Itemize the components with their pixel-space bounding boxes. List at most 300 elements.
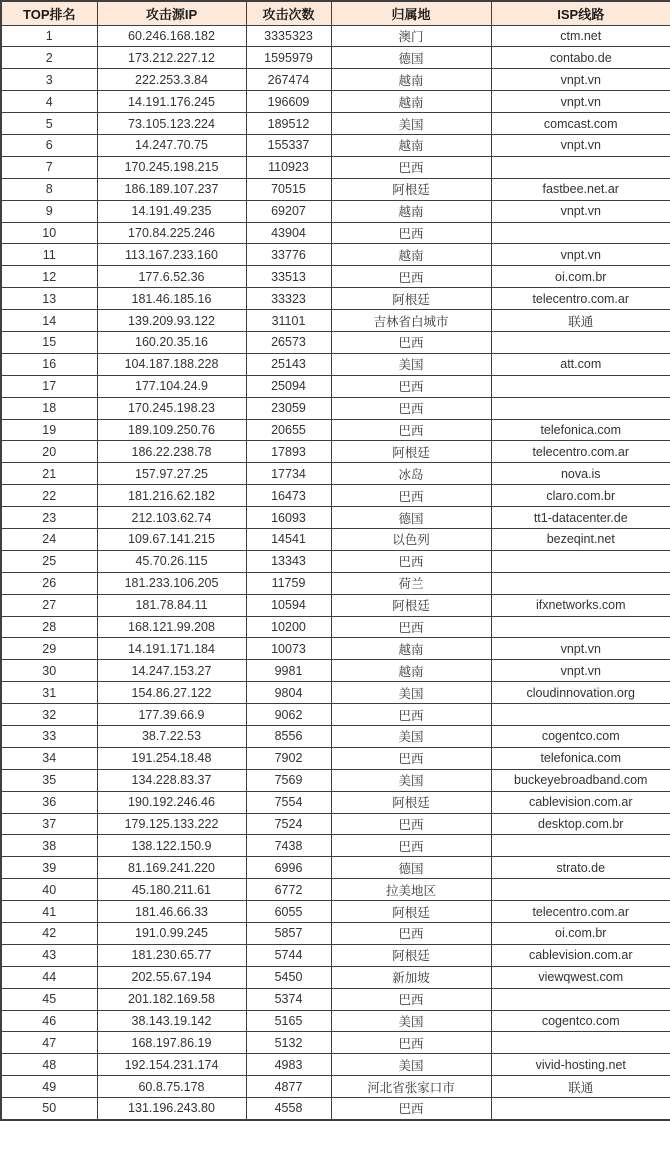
cell-location: 巴西 xyxy=(331,485,491,507)
cell-location: 巴西 xyxy=(331,331,491,353)
cell-ip: 45.70.26.115 xyxy=(97,550,246,572)
cell-ip: 134.228.83.37 xyxy=(97,769,246,791)
column-header-ip: 攻击源IP xyxy=(97,1,246,25)
cell-count: 9981 xyxy=(246,660,331,682)
cell-count: 267474 xyxy=(246,69,331,91)
table-row xyxy=(1,69,670,91)
cell-isp xyxy=(491,375,670,397)
cell-rank: 27 xyxy=(1,594,97,616)
table-row xyxy=(1,791,670,813)
cell-isp: oi.com.br xyxy=(491,923,670,945)
cell-location: 巴西 xyxy=(331,747,491,769)
cell-ip: 189.109.250.76 xyxy=(97,419,246,441)
cell-rank: 48 xyxy=(1,1054,97,1076)
header-row xyxy=(1,1,670,25)
column-header-isp: ISP线路 xyxy=(491,1,670,25)
cell-ip: 14.191.49.235 xyxy=(97,200,246,222)
cell-rank: 25 xyxy=(1,550,97,572)
cell-location: 德国 xyxy=(331,47,491,69)
cell-count: 33323 xyxy=(246,288,331,310)
cell-rank: 37 xyxy=(1,813,97,835)
table-row xyxy=(1,375,670,397)
cell-isp xyxy=(491,331,670,353)
cell-count: 3335323 xyxy=(246,25,331,47)
cell-ip: 160.20.35.16 xyxy=(97,331,246,353)
cell-location: 阿根廷 xyxy=(331,594,491,616)
cell-isp: comcast.com xyxy=(491,113,670,135)
cell-ip: 179.125.133.222 xyxy=(97,813,246,835)
cell-count: 10200 xyxy=(246,616,331,638)
cell-location: 巴西 xyxy=(331,704,491,726)
cell-ip: 73.105.123.224 xyxy=(97,113,246,135)
cell-ip: 109.67.141.215 xyxy=(97,528,246,550)
cell-location: 拉美地区 xyxy=(331,879,491,901)
cell-rank: 15 xyxy=(1,331,97,353)
cell-location: 阿根廷 xyxy=(331,791,491,813)
cell-rank: 9 xyxy=(1,200,97,222)
cell-ip: 138.122.150.9 xyxy=(97,835,246,857)
cell-ip: 173.212.227.12 xyxy=(97,47,246,69)
cell-isp: nova.is xyxy=(491,463,670,485)
table-row xyxy=(1,266,670,288)
cell-rank: 47 xyxy=(1,1032,97,1054)
cell-rank: 34 xyxy=(1,747,97,769)
cell-rank: 43 xyxy=(1,944,97,966)
cell-count: 10073 xyxy=(246,638,331,660)
cell-location: 河北省张家口市 xyxy=(331,1076,491,1098)
cell-ip: 139.209.93.122 xyxy=(97,310,246,332)
cell-location: 以色列 xyxy=(331,528,491,550)
cell-count: 23059 xyxy=(246,397,331,419)
cell-rank: 20 xyxy=(1,441,97,463)
cell-rank: 32 xyxy=(1,704,97,726)
cell-isp xyxy=(491,1098,670,1120)
cell-isp: vnpt.vn xyxy=(491,200,670,222)
table-row xyxy=(1,222,670,244)
cell-rank: 12 xyxy=(1,266,97,288)
table-row xyxy=(1,113,670,135)
cell-count: 6772 xyxy=(246,879,331,901)
cell-isp: oi.com.br xyxy=(491,266,670,288)
cell-location: 巴西 xyxy=(331,419,491,441)
cell-location: 越南 xyxy=(331,244,491,266)
cell-rank: 42 xyxy=(1,923,97,945)
cell-isp: ctm.net xyxy=(491,25,670,47)
cell-location: 越南 xyxy=(331,200,491,222)
cell-isp xyxy=(491,835,670,857)
cell-count: 196609 xyxy=(246,91,331,113)
cell-rank: 38 xyxy=(1,835,97,857)
table-row xyxy=(1,944,670,966)
cell-isp: contabo.de xyxy=(491,47,670,69)
cell-isp: att.com xyxy=(491,353,670,375)
cell-count: 17734 xyxy=(246,463,331,485)
cell-ip: 14.191.171.184 xyxy=(97,638,246,660)
cell-rank: 19 xyxy=(1,419,97,441)
cell-location: 美国 xyxy=(331,726,491,748)
table-row xyxy=(1,747,670,769)
table-row xyxy=(1,528,670,550)
table-row xyxy=(1,485,670,507)
cell-rank: 26 xyxy=(1,572,97,594)
cell-count: 5857 xyxy=(246,923,331,945)
cell-location: 越南 xyxy=(331,660,491,682)
cell-rank: 45 xyxy=(1,988,97,1010)
cell-ip: 181.230.65.77 xyxy=(97,944,246,966)
cell-isp: vnpt.vn xyxy=(491,69,670,91)
cell-location: 巴西 xyxy=(331,397,491,419)
cell-isp xyxy=(491,222,670,244)
table-row xyxy=(1,813,670,835)
cell-location: 巴西 xyxy=(331,1098,491,1120)
table-row xyxy=(1,156,670,178)
cell-ip: 181.46.185.16 xyxy=(97,288,246,310)
cell-ip: 38.7.22.53 xyxy=(97,726,246,748)
cell-location: 阿根廷 xyxy=(331,441,491,463)
cell-isp: bezeqint.net xyxy=(491,528,670,550)
table-row xyxy=(1,331,670,353)
table-row xyxy=(1,682,670,704)
cell-location: 吉林省白城市 xyxy=(331,310,491,332)
cell-rank: 50 xyxy=(1,1098,97,1120)
column-header-rank: TOP排名 xyxy=(1,1,97,25)
cell-location: 巴西 xyxy=(331,616,491,638)
table-row xyxy=(1,769,670,791)
cell-ip: 131.196.243.80 xyxy=(97,1098,246,1120)
cell-rank: 14 xyxy=(1,310,97,332)
cell-ip: 177.39.66.9 xyxy=(97,704,246,726)
cell-rank: 40 xyxy=(1,879,97,901)
cell-rank: 16 xyxy=(1,353,97,375)
cell-isp xyxy=(491,988,670,1010)
cell-count: 43904 xyxy=(246,222,331,244)
cell-count: 6996 xyxy=(246,857,331,879)
cell-rank: 36 xyxy=(1,791,97,813)
cell-location: 阿根廷 xyxy=(331,901,491,923)
cell-count: 6055 xyxy=(246,901,331,923)
cell-location: 越南 xyxy=(331,69,491,91)
cell-isp: cablevision.com.ar xyxy=(491,944,670,966)
table-row xyxy=(1,91,670,113)
cell-count: 8556 xyxy=(246,726,331,748)
cell-ip: 181.233.106.205 xyxy=(97,572,246,594)
cell-count: 70515 xyxy=(246,178,331,200)
cell-rank: 5 xyxy=(1,113,97,135)
cell-location: 阿根廷 xyxy=(331,178,491,200)
cell-isp: cablevision.com.ar xyxy=(491,791,670,813)
cell-ip: 186.189.107.237 xyxy=(97,178,246,200)
cell-ip: 38.143.19.142 xyxy=(97,1010,246,1032)
cell-ip: 157.97.27.25 xyxy=(97,463,246,485)
cell-isp: ifxnetworks.com xyxy=(491,594,670,616)
cell-location: 巴西 xyxy=(331,156,491,178)
cell-location: 越南 xyxy=(331,134,491,156)
cell-location: 巴西 xyxy=(331,988,491,1010)
cell-count: 5165 xyxy=(246,1010,331,1032)
cell-ip: 202.55.67.194 xyxy=(97,966,246,988)
cell-isp: cogentco.com xyxy=(491,726,670,748)
cell-rank: 1 xyxy=(1,25,97,47)
cell-rank: 44 xyxy=(1,966,97,988)
cell-location: 美国 xyxy=(331,769,491,791)
table-row xyxy=(1,1098,670,1120)
cell-ip: 168.197.86.19 xyxy=(97,1032,246,1054)
cell-ip: 186.22.238.78 xyxy=(97,441,246,463)
cell-count: 13343 xyxy=(246,550,331,572)
table-row xyxy=(1,923,670,945)
cell-isp xyxy=(491,550,670,572)
cell-ip: 104.187.188.228 xyxy=(97,353,246,375)
cell-ip: 14.247.70.75 xyxy=(97,134,246,156)
cell-ip: 60.8.75.178 xyxy=(97,1076,246,1098)
cell-isp: cogentco.com xyxy=(491,1010,670,1032)
cell-location: 美国 xyxy=(331,1054,491,1076)
table-row xyxy=(1,704,670,726)
cell-isp: strato.de xyxy=(491,857,670,879)
table-row xyxy=(1,1010,670,1032)
cell-rank: 28 xyxy=(1,616,97,638)
cell-isp: telecentro.com.ar xyxy=(491,288,670,310)
table-row xyxy=(1,507,670,529)
cell-count: 31101 xyxy=(246,310,331,332)
cell-location: 美国 xyxy=(331,682,491,704)
cell-location: 美国 xyxy=(331,353,491,375)
table-row xyxy=(1,901,670,923)
cell-location: 巴西 xyxy=(331,813,491,835)
cell-count: 1595979 xyxy=(246,47,331,69)
cell-ip: 191.254.18.48 xyxy=(97,747,246,769)
cell-count: 14541 xyxy=(246,528,331,550)
cell-count: 11759 xyxy=(246,572,331,594)
cell-location: 越南 xyxy=(331,91,491,113)
cell-isp: telecentro.com.ar xyxy=(491,441,670,463)
cell-isp: telefonica.com xyxy=(491,419,670,441)
cell-count: 10594 xyxy=(246,594,331,616)
cell-location: 巴西 xyxy=(331,222,491,244)
cell-ip: 113.167.233.160 xyxy=(97,244,246,266)
cell-ip: 181.78.84.11 xyxy=(97,594,246,616)
cell-rank: 35 xyxy=(1,769,97,791)
table-row xyxy=(1,616,670,638)
cell-isp: vnpt.vn xyxy=(491,638,670,660)
cell-rank: 39 xyxy=(1,857,97,879)
table-row xyxy=(1,463,670,485)
cell-ip: 212.103.62.74 xyxy=(97,507,246,529)
cell-rank: 6 xyxy=(1,134,97,156)
cell-isp xyxy=(491,879,670,901)
cell-rank: 22 xyxy=(1,485,97,507)
cell-ip: 177.6.52.36 xyxy=(97,266,246,288)
table-row xyxy=(1,879,670,901)
cell-location: 越南 xyxy=(331,638,491,660)
cell-rank: 30 xyxy=(1,660,97,682)
table-row xyxy=(1,550,670,572)
table-row xyxy=(1,244,670,266)
table-row xyxy=(1,441,670,463)
cell-ip: 222.253.3.84 xyxy=(97,69,246,91)
cell-isp xyxy=(491,616,670,638)
cell-count: 110923 xyxy=(246,156,331,178)
cell-count: 4558 xyxy=(246,1098,331,1120)
cell-isp: viewqwest.com xyxy=(491,966,670,988)
cell-isp: vnpt.vn xyxy=(491,244,670,266)
cell-ip: 170.245.198.215 xyxy=(97,156,246,178)
column-header-count: 攻击次数 xyxy=(246,1,331,25)
table-row xyxy=(1,638,670,660)
cell-ip: 177.104.24.9 xyxy=(97,375,246,397)
table-row xyxy=(1,726,670,748)
cell-isp xyxy=(491,704,670,726)
cell-ip: 190.192.246.46 xyxy=(97,791,246,813)
cell-location: 巴西 xyxy=(331,1032,491,1054)
cell-isp: 联通 xyxy=(491,310,670,332)
cell-ip: 181.46.66.33 xyxy=(97,901,246,923)
cell-rank: 33 xyxy=(1,726,97,748)
cell-location: 德国 xyxy=(331,507,491,529)
table-row xyxy=(1,47,670,69)
cell-rank: 4 xyxy=(1,91,97,113)
table-body xyxy=(1,25,670,1120)
cell-count: 5744 xyxy=(246,944,331,966)
cell-count: 7554 xyxy=(246,791,331,813)
cell-rank: 46 xyxy=(1,1010,97,1032)
cell-count: 17893 xyxy=(246,441,331,463)
table-row xyxy=(1,397,670,419)
cell-rank: 49 xyxy=(1,1076,97,1098)
cell-isp: vnpt.vn xyxy=(491,134,670,156)
cell-count: 69207 xyxy=(246,200,331,222)
cell-rank: 7 xyxy=(1,156,97,178)
cell-count: 5374 xyxy=(246,988,331,1010)
cell-count: 20655 xyxy=(246,419,331,441)
cell-ip: 201.182.169.58 xyxy=(97,988,246,1010)
cell-isp: desktop.com.br xyxy=(491,813,670,835)
cell-ip: 81.169.241.220 xyxy=(97,857,246,879)
cell-count: 155337 xyxy=(246,134,331,156)
cell-rank: 2 xyxy=(1,47,97,69)
cell-count: 25094 xyxy=(246,375,331,397)
cell-location: 美国 xyxy=(331,1010,491,1032)
cell-location: 新加坡 xyxy=(331,966,491,988)
table-row xyxy=(1,134,670,156)
cell-count: 33513 xyxy=(246,266,331,288)
table-row xyxy=(1,419,670,441)
cell-count: 4877 xyxy=(246,1076,331,1098)
cell-isp: 联通 xyxy=(491,1076,670,1098)
cell-ip: 60.246.168.182 xyxy=(97,25,246,47)
table-row xyxy=(1,288,670,310)
cell-location: 巴西 xyxy=(331,835,491,857)
cell-location: 巴西 xyxy=(331,923,491,945)
table-row xyxy=(1,572,670,594)
cell-location: 阿根廷 xyxy=(331,944,491,966)
cell-rank: 41 xyxy=(1,901,97,923)
cell-location: 德国 xyxy=(331,857,491,879)
cell-count: 7438 xyxy=(246,835,331,857)
cell-ip: 154.86.27.122 xyxy=(97,682,246,704)
cell-rank: 31 xyxy=(1,682,97,704)
table-row xyxy=(1,1054,670,1076)
cell-count: 9062 xyxy=(246,704,331,726)
cell-rank: 10 xyxy=(1,222,97,244)
cell-isp: buckeyebroadband.com xyxy=(491,769,670,791)
cell-location: 美国 xyxy=(331,113,491,135)
cell-isp xyxy=(491,156,670,178)
cell-isp: vnpt.vn xyxy=(491,91,670,113)
cell-ip: 14.247.153.27 xyxy=(97,660,246,682)
cell-ip: 45.180.211.61 xyxy=(97,879,246,901)
table-row xyxy=(1,25,670,47)
cell-count: 7569 xyxy=(246,769,331,791)
cell-count: 16473 xyxy=(246,485,331,507)
cell-location: 阿根廷 xyxy=(331,288,491,310)
cell-isp: vivid-hosting.net xyxy=(491,1054,670,1076)
table-row xyxy=(1,594,670,616)
cell-location: 冰岛 xyxy=(331,463,491,485)
cell-rank: 21 xyxy=(1,463,97,485)
cell-count: 5450 xyxy=(246,966,331,988)
cell-count: 9804 xyxy=(246,682,331,704)
table-row xyxy=(1,966,670,988)
cell-location: 巴西 xyxy=(331,550,491,572)
cell-count: 5132 xyxy=(246,1032,331,1054)
cell-rank: 8 xyxy=(1,178,97,200)
cell-isp xyxy=(491,572,670,594)
cell-count: 189512 xyxy=(246,113,331,135)
table-row xyxy=(1,178,670,200)
cell-ip: 191.0.99.245 xyxy=(97,923,246,945)
cell-count: 26573 xyxy=(246,331,331,353)
cell-rank: 18 xyxy=(1,397,97,419)
table-row xyxy=(1,353,670,375)
table-row xyxy=(1,310,670,332)
cell-count: 16093 xyxy=(246,507,331,529)
cell-isp: telecentro.com.ar xyxy=(491,901,670,923)
cell-ip: 170.84.225.246 xyxy=(97,222,246,244)
cell-location: 澳门 xyxy=(331,25,491,47)
table-row xyxy=(1,1032,670,1054)
cell-rank: 13 xyxy=(1,288,97,310)
cell-count: 7524 xyxy=(246,813,331,835)
cell-location: 荷兰 xyxy=(331,572,491,594)
cell-ip: 170.245.198.23 xyxy=(97,397,246,419)
cell-ip: 168.121.99.208 xyxy=(97,616,246,638)
table-row xyxy=(1,660,670,682)
cell-ip: 14.191.176.245 xyxy=(97,91,246,113)
cell-rank: 3 xyxy=(1,69,97,91)
cell-count: 25143 xyxy=(246,353,331,375)
cell-rank: 23 xyxy=(1,507,97,529)
cell-count: 4983 xyxy=(246,1054,331,1076)
cell-isp: cloudinnovation.org xyxy=(491,682,670,704)
cell-isp: tt1-datacenter.de xyxy=(491,507,670,529)
cell-isp xyxy=(491,1032,670,1054)
cell-isp: fastbee.net.ar xyxy=(491,178,670,200)
cell-ip: 181.216.62.182 xyxy=(97,485,246,507)
cell-isp xyxy=(491,397,670,419)
cell-isp: telefonica.com xyxy=(491,747,670,769)
cell-count: 7902 xyxy=(246,747,331,769)
cell-isp: vnpt.vn xyxy=(491,660,670,682)
cell-rank: 11 xyxy=(1,244,97,266)
cell-isp: claro.com.br xyxy=(491,485,670,507)
table-row xyxy=(1,857,670,879)
table-row xyxy=(1,988,670,1010)
cell-location: 巴西 xyxy=(331,375,491,397)
cell-rank: 24 xyxy=(1,528,97,550)
cell-rank: 29 xyxy=(1,638,97,660)
cell-ip: 192.154.231.174 xyxy=(97,1054,246,1076)
